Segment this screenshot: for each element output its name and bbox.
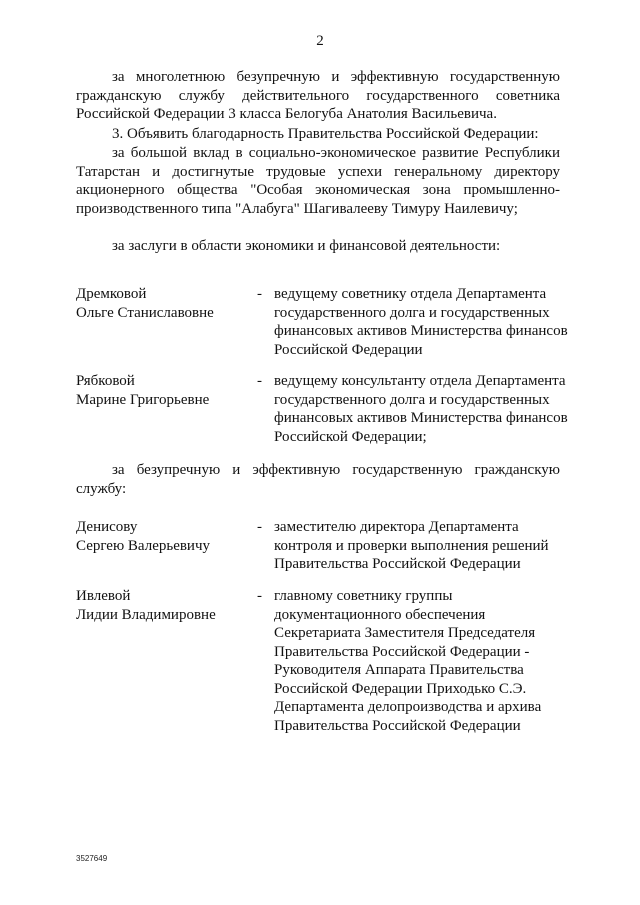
paragraph-civil-service: за безупречную и эффективную государственную гражданскую службу:: [76, 462, 560, 497]
document-code: 3527649: [76, 854, 108, 863]
recipient-position: [274, 518, 576, 574]
position-line: Департамента делопроизводства и архива: [274, 699, 542, 715]
position-line: главному советнику группы: [274, 588, 453, 604]
award-entry-ryabkova: [76, 372, 576, 446]
entry-dash: -: [257, 519, 262, 535]
paragraph-long-service: за многолетнюю безупречную и эффективную государственную гражданскую службу действительного государственного советника Российской Федерации 3 класса Белогуба Анатолия Васильевича.: [76, 69, 560, 122]
recipient-given-names: Лидии Владимировне: [76, 606, 216, 623]
position-line: контроля и проверки выполнения решений: [274, 537, 549, 554]
page-number: 2: [316, 33, 324, 49]
recipient-surname: Денисову: [76, 519, 138, 535]
award-entry-ivleva: [76, 587, 576, 735]
award-entry-dremkova: [76, 285, 576, 359]
recipient-name: [76, 372, 257, 446]
entry-dash: -: [257, 588, 262, 604]
position-line: Правительства Российской Федерации -: [274, 643, 530, 660]
position-line: Российской Федерации Приходько С.Э.: [274, 680, 527, 697]
entry-dash: -: [257, 286, 262, 302]
position-line: ведущему консультанту отдела Департамента: [274, 373, 566, 389]
position-line: ведущему советнику отдела Департамента: [274, 286, 547, 302]
recipient-name: [76, 587, 257, 735]
award-entry-denisov: [76, 518, 576, 574]
recipient-surname: Ивлевой: [76, 588, 131, 604]
paragraph-economics-merit: за заслуги в области экономики и финансовой деятельности:: [112, 238, 501, 254]
recipient-given-names: Марине Григорьевне: [76, 391, 210, 408]
recipient-surname: Дремковой: [76, 286, 147, 302]
recipient-position: [274, 372, 576, 446]
paragraph-gratitude-heading: 3. Объявить благодарность Правительства Российской Федерации:: [112, 126, 539, 142]
recipient-surname: Рябковой: [76, 373, 135, 389]
paragraph-tatarstan-contribution: за большой вклад в социально-экономическое развитие Республики Татарстан и достигнутые трудовые успехи генеральному директору акционерного общества "Особая экономическая зона промышленно-производственного типа "Алабуга" Шагивалееву Тимуру Наилевичу;: [76, 145, 560, 217]
recipient-position: [274, 587, 576, 735]
position-line: государственного долга и государственных: [274, 391, 550, 408]
position-line: финансовых активов Министерства финансов: [274, 323, 568, 339]
entry-dash: -: [257, 373, 262, 389]
recipient-name: [76, 518, 257, 574]
position-line: Руководителя Аппарата Правительства: [274, 662, 524, 678]
recipient-given-names: Сергею Валерьевичу: [76, 537, 211, 554]
position-line: государственного долга и государственных: [274, 304, 550, 321]
position-line: финансовых активов Министерства финансов: [274, 410, 568, 426]
position-line: Российской Федерации: [274, 341, 423, 358]
position-line: Правительства Российской Федерации: [274, 717, 521, 734]
position-line: Правительства Российской Федерации: [274, 556, 521, 572]
position-line: заместителю директора Департамента: [274, 519, 519, 535]
position-line: Секретариата Заместителя Председателя: [274, 625, 536, 641]
recipient-given-names: Ольге Станиславовне: [76, 304, 214, 321]
position-line: Российской Федерации;: [274, 428, 427, 445]
recipient-position: [274, 285, 576, 359]
recipient-name: [76, 285, 257, 359]
position-line: документационного обеспечения: [274, 606, 486, 623]
